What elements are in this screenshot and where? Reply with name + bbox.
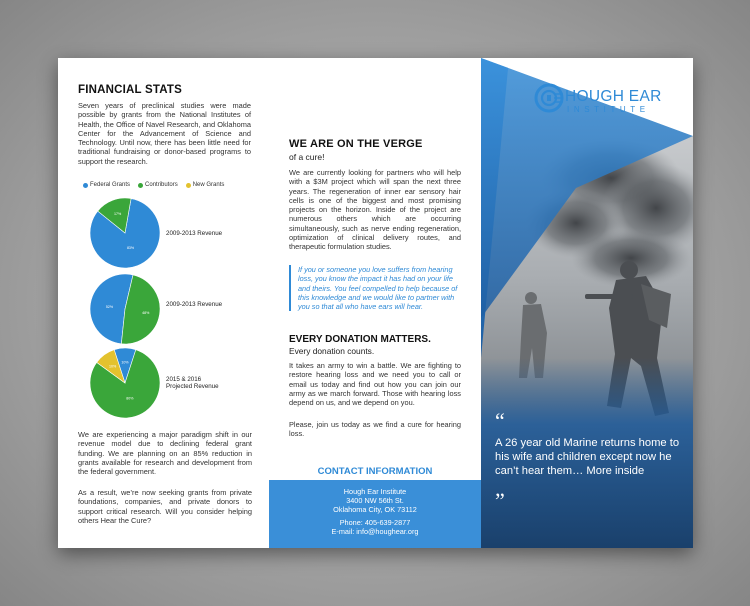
contact-phone[interactable]: Phone: 405-639-2877	[339, 517, 411, 527]
legend-dot-blue	[83, 183, 88, 188]
donation-text: Please, join us today as we find a cure for hearing loss.	[289, 420, 461, 439]
pie-chart-2015-2016	[88, 346, 162, 420]
pie-chart-2009-2013-b	[88, 272, 162, 346]
donation-title: EVERY DONATION MATTERS.	[289, 334, 431, 345]
pie-data-label: 80%	[126, 396, 134, 401]
pie-chart-2009-2013-a	[88, 196, 162, 270]
financial-intro: Seven years of preclinical studies were made possible by grants from the National Institutes of Health, the Office of Navel Research, and Oklahoma Center for the Advancement of Science and Technology. Until now, there has been little need for traditional fundraising or donor-based programs to support the research.	[78, 101, 251, 166]
financial-title: FINANCIAL STATS	[78, 84, 182, 96]
contact-lines	[269, 515, 481, 537]
cover-panel	[481, 58, 693, 548]
logo-wordmark: HOUGH EAR	[565, 88, 662, 105]
verge-panel	[269, 58, 481, 548]
chart-legend	[83, 182, 224, 188]
legend-dot-yellow	[186, 183, 191, 188]
pie-data-label: 10%	[109, 364, 117, 369]
pie-title-line: 2015 & 2016	[166, 376, 202, 383]
pie-title: 2009-2013 Revenue	[166, 230, 223, 237]
pie-data-label: 10%	[121, 360, 129, 365]
donation-subtitle: Every donation counts.	[289, 346, 375, 356]
contact-title: CONTACT INFORMATION	[317, 466, 433, 477]
pie-data-label: 83%	[126, 246, 135, 251]
verge-text: We are currently looking for partners who will help with a $3M project which will span the next three years. The regeneration of inner ear sensory hair cells is one of the biggest and most promising projects on the horizon. Inside of the project are numerous others which are occurring simultaneously, such as nerve ending regeneration, optimization of clinical delivery routes, and therapeutic formulation studies.	[289, 168, 461, 252]
contact-box	[269, 480, 481, 548]
quote-close-icon: ”	[495, 488, 505, 513]
contact-email[interactable]: E-mail: info@houghear.org	[331, 526, 419, 536]
contact-address	[269, 480, 481, 515]
legend-label: New Grants	[192, 182, 225, 188]
donation-text: It takes an army to win a battle. We are fighting to restore hearing loss and we need you to call or email us today and find out how you can join our army as we march forward. Those with hearing loss depend on us, and we depend on you.	[289, 361, 461, 408]
legend-dot-green	[138, 183, 143, 188]
pie-title-line: Projected Revenue	[166, 383, 219, 391]
pie-data-label: 52%	[105, 304, 114, 309]
contact-org: Hough Ear Institute	[343, 487, 407, 496]
verge-subtitle: of a cure!	[289, 152, 325, 162]
financial-paragraph: We are experiencing a major paradigm shift in our revenue model due to declining federal grant funding. We are planning on an 85% reduction in grants available for research and development from the federal government.	[78, 430, 252, 477]
pie-title	[166, 376, 219, 391]
legend-label: Contributors	[145, 182, 178, 188]
cover-quote: A 26 year old Marine returns home to his wife and children except now he can’t hear them… More inside	[495, 437, 680, 478]
legend-item-federal	[83, 182, 130, 188]
verge-title: WE ARE ON THE VERGE	[289, 138, 423, 150]
pie-data-label: 48%	[142, 311, 150, 316]
logo-subtitle: INSTITUTE	[567, 105, 650, 114]
financial-paragraph: As a result, we’re now seeking grants from private foundations, companies, and private donors to support critical research. Will you consider helping others Hear the Cure?	[78, 488, 252, 525]
contact-city: Oklahoma City, OK 73112	[333, 504, 417, 514]
contact-street: 3400 NW 56th St.	[346, 495, 404, 505]
pie-data-label: 17%	[114, 211, 122, 216]
legend-label: Federal Grants	[90, 182, 131, 188]
quote-open-icon: “	[495, 408, 505, 433]
pie-title: 2009-2013 Revenue	[166, 301, 223, 308]
financial-panel	[58, 58, 269, 548]
brochure-sheet	[58, 58, 693, 548]
legend-item-contributors	[138, 182, 178, 188]
legend-item-new-grants	[186, 182, 225, 188]
pull-quote: If you or someone you love suffers from hearing loss, you know the impact it has had on your life and theirs. You feel compelled to help because of this knowledge and we would like to partner with you so that all who have ears will hear.	[289, 265, 462, 311]
